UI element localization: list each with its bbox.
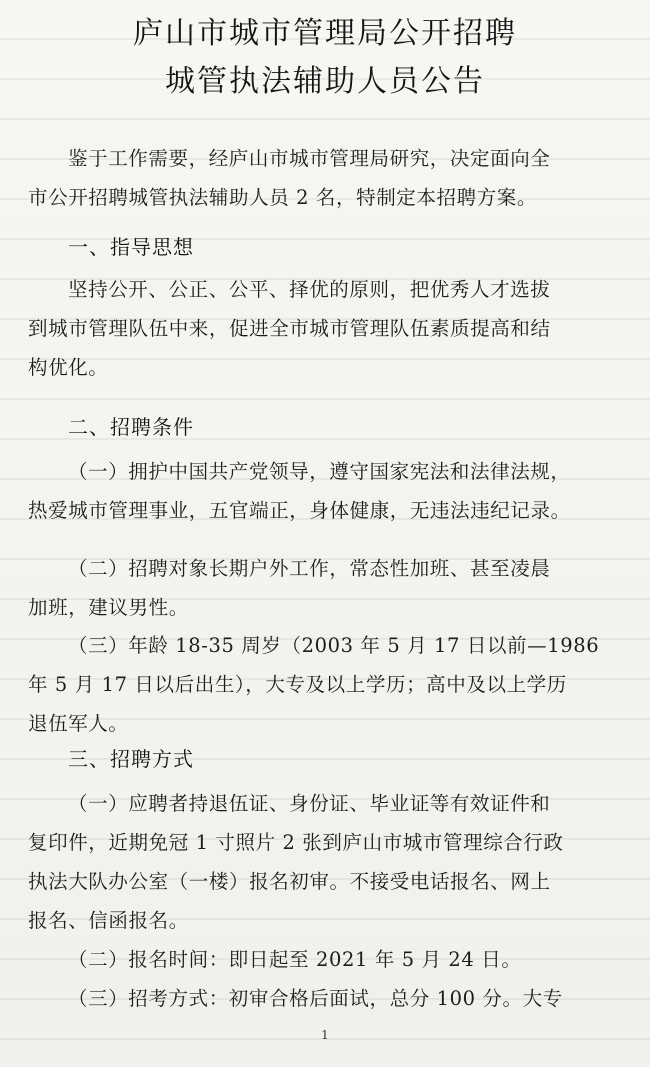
requirement-line: 退伍军人。: [28, 712, 129, 735]
page-number: 1: [321, 1028, 329, 1042]
method-line: 报名、信函报名。: [28, 909, 189, 932]
method-line: 复印件，近期免冠 1 寸照片 2 张到庐山市城市管理综合行政: [28, 831, 564, 854]
section1-paragraph: [28, 270, 628, 387]
requirement-line: 热爱城市管理事业，五官端正，身体健康，无违法违纪记录。: [28, 499, 571, 522]
section1-line: 坚持公开、公正、公平、择优的原则，把优秀人才选拔: [68, 278, 551, 301]
method-line: （三）招考方式：初审合格后面试，总分 100 分。大专: [68, 987, 563, 1010]
document-title-line-1: 庐山市城市管理局公开招聘: [133, 16, 517, 51]
method-item-2: [28, 940, 628, 979]
method-item-1: [28, 784, 628, 940]
section1-line: 到城市管理队伍中来，促进全市城市管理队伍素质提高和结: [28, 317, 551, 340]
section-heading-recruitment-method: 三、招聘方式: [68, 747, 194, 771]
intro-paragraph: [28, 139, 628, 217]
section1-line: 构优化。: [28, 356, 109, 379]
method-item-3: [28, 979, 628, 1018]
intro-line: 市公开招聘城管执法辅助人员 2 名，特制定本招聘方案。: [28, 186, 538, 209]
requirement-line: 年 5 月 17 日以后出生），大专及以上学历；高中及以上学历: [28, 673, 567, 696]
intro-line: 鉴于工作需要，经庐山市城市管理局研究，决定面向全: [68, 147, 551, 170]
document-title-line-2: 城管执法辅助人员公告: [165, 64, 485, 99]
section-heading-requirements: 二、招聘条件: [68, 415, 194, 439]
method-line: （一）应聘者持退伍证、身份证、毕业证等有效证件和: [68, 792, 551, 815]
requirement-item-1: [28, 452, 628, 530]
requirement-line: （三）年龄 18-35 周岁（2003 年 5 月 17 日以前—1986: [68, 634, 600, 657]
section-heading-guiding-principles: 一、指导思想: [68, 235, 194, 259]
requirement-line: （一）拥护中国共产党领导，遵守国家宪法和法律法规，: [68, 460, 571, 483]
method-line: （二）报名时间：即日起至 2021 年 5 月 24 日。: [68, 948, 522, 971]
method-line: 执法大队办公室（一楼）报名初审。不接受电话报名、网上: [28, 870, 551, 893]
requirement-item-2: [28, 549, 628, 627]
requirement-item-3: [28, 626, 628, 743]
requirement-line: （二）招聘对象长期户外工作，常态性加班、甚至凌晨: [68, 557, 551, 580]
requirement-line: 加班，建议男性。: [28, 596, 189, 619]
